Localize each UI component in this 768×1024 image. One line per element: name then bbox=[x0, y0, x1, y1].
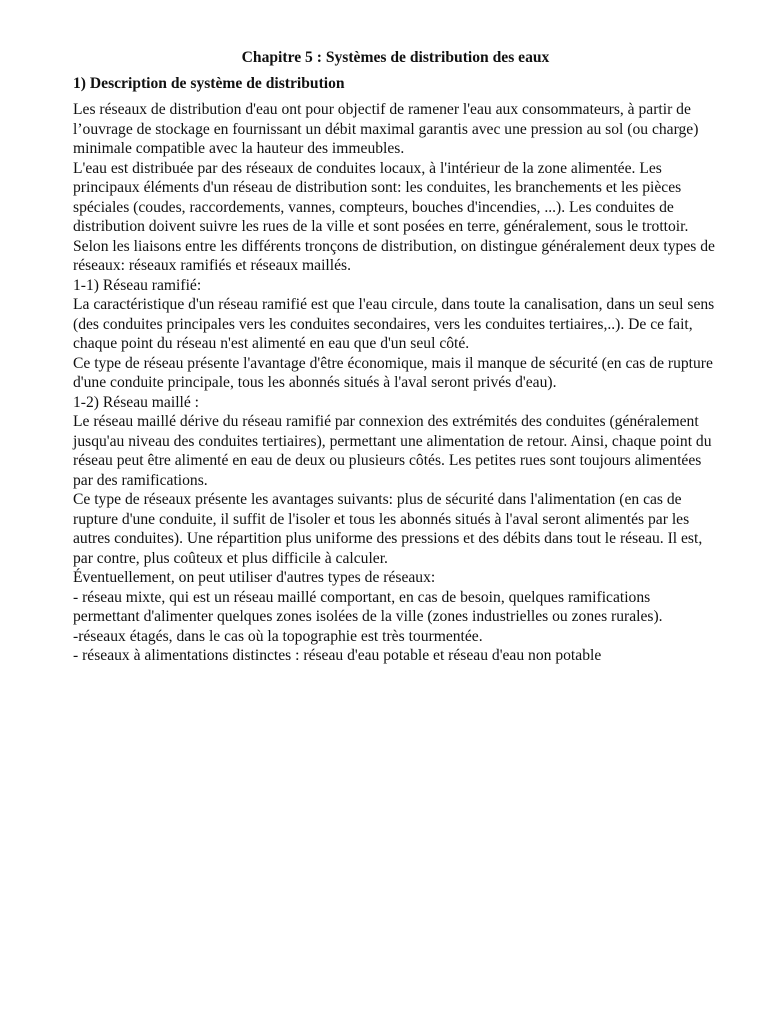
paragraph-network-types: Selon les liaisons entre les différents tronçons de distribution, on distingue généralement deux types de réseaux: réseaux ramifiés et réseaux maillés. bbox=[73, 237, 715, 274]
list-item-separate-supply-network: - réseaux à alimentations distinctes : réseau d'eau potable et réseau d'eau non potable bbox=[73, 647, 602, 664]
list-item-tiered-network: -réseaux étagés, dans le cas où la topographie est très tourmentée. bbox=[73, 627, 483, 645]
paragraph-other-types: Éventuellement, on peut utiliser d'autres types de réseaux: bbox=[73, 569, 436, 586]
subsection-heading-ramified: 1-1) Réseau ramifié: bbox=[73, 276, 202, 294]
chapter-title: Chapitre 5 : Systèmes de distribution des eaux bbox=[241, 49, 550, 66]
body-text bbox=[73, 100, 718, 666]
paragraph-ramified-description: La caractéristique d'un réseau ramifié est que l'eau circule, dans toute la canalisation, dans un seul sens (des conduites principales vers les conduites secondaires, vers les conduites tertiaires,..). De ce fait, chaque point du réseau n'est alimenté en eau que d'un seul côté. bbox=[73, 296, 715, 352]
paragraph-intro: Les réseaux de distribution d'eau ont pour objectif de ramener l'eau aux consommateurs, à partir de l’ouvrage de stockage en fournissant un débit maximal garantis avec une pression au sol (ou charge) minimale compatible avec la hauteur des immeubles. bbox=[73, 101, 699, 157]
subsection-heading-meshed: 1-2) Réseau maillé : bbox=[73, 393, 200, 411]
paragraph-meshed-description: Le réseau maillé dérive du réseau ramifié par connexion des extrémités des conduites (généralement jusqu'au niveau des conduites tertiaires), permettant une alimentation de retour. Ainsi, chaque point du réseau peut être alimenté en eau de deux ou plusieurs côtés. Les petites rues sont toujours alimentées par des ramifications. bbox=[73, 413, 712, 489]
list-item-mixed-network: - réseau mixte, qui est un réseau maillé comportant, en cas de besoin, quelques ramifications permettant d'alimenter quelques zones isolées de la ville (zones industrielles ou zones rurales). bbox=[73, 588, 663, 625]
document-page bbox=[73, 46, 718, 666]
paragraph-meshed-advantages: Ce type de réseaux présente les avantages suivants: plus de sécurité dans l'alimentation (en cas de rupture d'une conduite, il suffit de l'isoler et tous les abonnés situés à l'aval seront alimentés par les autres conduites). Une répartition plus uniforme des pressions et des débits dans tout le réseau. Il est, par contre, plus coûteux et plus difficile à calculer. bbox=[73, 491, 703, 567]
paragraph-network-elements: L'eau est distribuée par des réseaux de conduites locaux, à l'intérieur de la zone alimentée. Les principaux éléments d'un réseau de distribution sont: les conduites, les branchements et les pièces spéciales (coudes, raccordements, vannes, compteurs, bouches d'incendies, ...). Les conduites de distribution doivent suivre les rues de la ville et sont posées en terre, généralement, sous le trottoir. bbox=[73, 159, 689, 235]
paragraph-ramified-advantages: Ce type de réseau présente l'avantage d'être économique, mais il manque de sécurité (en cas de rupture d'une conduite principale, tous les abonnés situés à l'aval seront privés d'eau). bbox=[73, 354, 713, 391]
section-heading: 1) Description de système de distribution bbox=[73, 75, 345, 92]
